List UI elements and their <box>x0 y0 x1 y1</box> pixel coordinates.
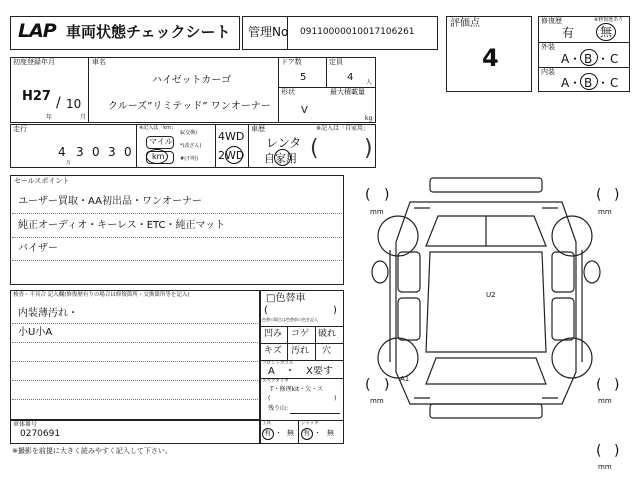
rating-label: 評価点 <box>450 18 480 29</box>
logo: LAP <box>18 20 56 42</box>
drive-4wd: 4WD <box>218 130 245 143</box>
repaint-label: □色替車 <box>266 293 306 304</box>
exterior-label: 外装 <box>541 43 555 51</box>
drive-2wd: 2WD <box>218 149 245 162</box>
sales-line-2: 純正オーディオ・キーレス・ETC・純正マット <box>18 220 226 231</box>
interior-grade-b: B <box>584 76 593 90</box>
repair-no: 無 <box>600 25 613 39</box>
damage-tear: 破れ <box>318 329 337 339</box>
car-name-label: 車名 <box>92 58 106 66</box>
mileage-opt-3: #(不明) <box>180 156 199 162</box>
defects-line-1: 内装薄汚れ・ <box>18 308 78 319</box>
mileage-digit-4: 3 <box>108 145 116 159</box>
repaint-note: 色替の場合は色替前の色を記入 <box>262 317 318 322</box>
tyre-bracket-rl-open: ( <box>365 377 371 393</box>
repair-label: 修復歴 <box>541 17 562 25</box>
spare-tire-paren-close: ) <box>334 395 337 402</box>
capacity-value: 4 <box>347 72 354 83</box>
interior-sep-1: ・ <box>569 76 582 90</box>
exterior-sep-1: ・ <box>569 52 582 66</box>
repair-note: ※修復歴あり <box>594 17 624 23</box>
defects-line-2: 小U小A <box>18 327 53 338</box>
history-paren-open: ( <box>310 136 319 161</box>
load-label: 最大積載量 <box>330 88 365 96</box>
mileage-digit-2: 3 <box>76 145 84 159</box>
tyre-bracket-fl-close: ) <box>384 187 390 203</box>
mileage-opt-1: $(交換) <box>180 130 198 136</box>
spare-tire-paren-open: ( <box>268 395 271 402</box>
tyre-bracket-fl-open: ( <box>365 187 371 203</box>
first-reg-label: 初度登録年月 <box>13 58 55 66</box>
damage-dent: 凹み <box>264 329 283 339</box>
glass-a: A <box>268 366 275 377</box>
tools-sep: ・ <box>275 429 282 437</box>
glass-dot: ・ <box>285 366 295 377</box>
tyre-bracket-rr-close: ) <box>614 377 620 393</box>
history-paren-close: ) <box>364 136 373 161</box>
capacity-label: 定員 <box>329 58 343 66</box>
mileage-digit-3: 0 <box>92 145 100 159</box>
tyre-bracket-fr-close: ) <box>614 187 620 203</box>
interior-sep-2: ・ <box>597 76 610 90</box>
remaining-label: 残り山: <box>268 405 289 412</box>
spare-bracket-open: ( <box>596 443 602 459</box>
capacity-unit: 人 <box>366 79 373 86</box>
interior-label: 内装 <box>541 68 555 76</box>
load-unit: kg <box>365 115 373 122</box>
mileage-unit-note: ※記入は「km」 <box>139 125 176 131</box>
tools-no: 無 <box>287 429 294 437</box>
mileage-opt-2: *(改ざん) <box>180 143 202 149</box>
jack-label: ジャッキ <box>301 421 319 426</box>
sales-line-1: ユーザー買取・AA初出品・ワンオーナー <box>18 196 202 207</box>
sheet-title: 車両状態チェックシート <box>66 23 231 41</box>
spare-tire-label: スペアタイヤ <box>262 379 289 384</box>
car-model: ハイゼットカーゴ <box>152 75 232 86</box>
km-text: km <box>152 152 165 161</box>
first-reg-slash: / <box>56 95 61 111</box>
repaint-paren-open: ( <box>264 305 268 316</box>
doors-value: 5 <box>300 72 307 83</box>
tyre-bracket-fr-open: ( <box>596 187 602 203</box>
chassis-label: 車体番号 <box>13 421 38 428</box>
month-unit: 月 <box>80 114 87 121</box>
defects-label: 検査・不具合 記入欄(修復歴有りの場合は修復箇所・交換箇所等を記入) <box>13 292 190 298</box>
exterior-sep-2: ・ <box>597 52 610 66</box>
first-reg-era: H27 <box>22 89 51 104</box>
damage-mark-a1: A1 <box>400 375 410 383</box>
glass-label: フロントガラス <box>262 361 294 366</box>
vehicle-info-box <box>10 57 376 123</box>
sales-line-3: バイザー <box>18 243 58 254</box>
vehicle-diagram <box>350 172 640 472</box>
shape-value: V <box>301 105 308 116</box>
first-reg-month: 10 <box>66 97 82 111</box>
damage-dirt: 汚れ <box>291 346 310 356</box>
year-unit: 年 <box>46 114 53 121</box>
damage-burn: コゲ <box>291 329 310 339</box>
tyre-mm-fr: mm <box>598 208 612 216</box>
car-grade: クルーズ”リミテッド” ワンオーナー <box>108 101 271 112</box>
tools-label: 工具 <box>262 421 271 426</box>
management-label: 管理No <box>248 25 289 39</box>
spare-bracket-close: ) <box>614 443 620 459</box>
mileage-digit-1: 4 <box>58 145 66 159</box>
jack-sep: ・ <box>314 429 321 437</box>
damage-hole: 穴 <box>322 346 332 356</box>
rating-score: 4 <box>482 44 499 72</box>
doors-label: ドア数 <box>281 58 302 66</box>
tyre-bracket-rl-close: ) <box>384 377 390 393</box>
mileage-man-unit: 万 <box>66 160 72 166</box>
tyre-mm-rl: mm <box>370 397 384 405</box>
spare-tire-options: T・修理kit・欠・ス <box>270 386 324 393</box>
sales-label: セールスポイント <box>14 177 70 185</box>
tyre-bracket-rr-open: ( <box>596 377 602 393</box>
spare-mm: mm <box>598 463 612 471</box>
damage-scratch: キズ <box>264 346 282 356</box>
repair-yes: 有 <box>562 26 575 40</box>
history-label: 車歴 <box>251 125 265 133</box>
glass-x: X要す <box>306 366 333 377</box>
interior-grade-c: C <box>610 76 619 90</box>
tyre-mm-fl: mm <box>370 208 384 216</box>
shape-label: 形状 <box>281 88 295 96</box>
mile-text: マイル <box>149 137 173 146</box>
management-number: 09110000010017106261 <box>300 27 415 37</box>
tyre-mm-rr: mm <box>598 397 612 405</box>
mileage-label: 走行 <box>13 125 27 133</box>
exterior-grade-a: A <box>561 52 570 66</box>
tools-yes: 有 <box>264 429 271 437</box>
mileage-digit-5: 0 <box>124 145 132 159</box>
jack-no: 無 <box>327 429 334 437</box>
interior-grade-a: A <box>561 76 570 90</box>
exterior-grade-b: B <box>584 52 593 66</box>
exterior-grade-c: C <box>610 52 619 66</box>
jack-yes: 有 <box>303 429 310 437</box>
damage-mark-u2: U2 <box>486 291 496 299</box>
history-rental: レンタ <box>266 136 302 150</box>
chassis-number: 0270691 <box>20 429 61 439</box>
repaint-paren-close: ) <box>333 305 337 316</box>
history-private: 自家用 <box>264 152 297 165</box>
footer-note: ※撮影を前提に大きく読みやすく記入して下さい。 <box>12 447 172 455</box>
history-note: ※記入は「自家用」 <box>316 125 370 132</box>
